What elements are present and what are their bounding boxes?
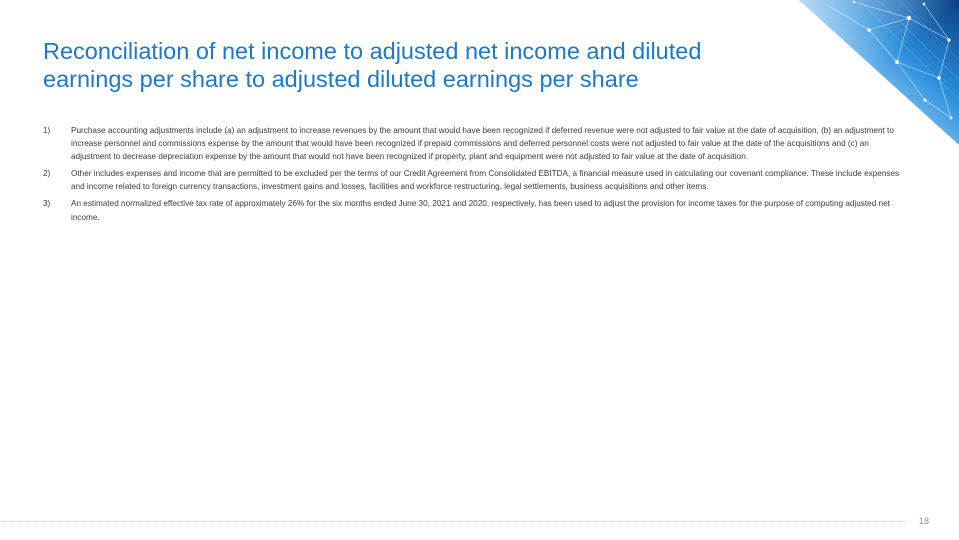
footer-divider xyxy=(0,521,905,522)
footnote-number: 3) xyxy=(43,199,51,209)
footnote-list xyxy=(43,124,901,228)
footnote-item xyxy=(43,124,901,163)
footnote-text: Other includes expenses and income that are permitted to be excluded per the terms of our Credit Agreement from Consolidated EBITDA, a financial measure used in calculating our covenant compliance. These include expenses and income related to foreign currency transactions, investment gains and losses, facilities and workforce restructuring, legal settlements, business acquisitions and other items. xyxy=(71,169,900,192)
footnote-number: 2) xyxy=(43,169,51,179)
slide-title-line-2: earnings per share to adjusted diluted earnings per share xyxy=(43,66,639,92)
footnote-text: An estimated normalized effective tax rate of approximately 26% for the six months ended June 30, 2021 and 2020, respectively, has been used to adjust the provision for income taxes for the purpose of computing adjusted net income. xyxy=(71,199,890,222)
page-number: 18 xyxy=(918,516,929,526)
footnote-number: 1) xyxy=(43,126,51,135)
slide-title-line-1: Reconciliation of net income to adjusted net income and diluted xyxy=(43,38,702,64)
slide-title xyxy=(43,37,803,93)
footnote-item xyxy=(43,167,901,193)
footnote-text: Purchase accounting adjustments include (a) an adjustment to increase revenues by the amount that would have been recognized if deferred revenue were not adjusted to fair value at the date of acquisition, (b) an adjustment to increase personnel and commissions expense by the amount that would have been recognized if prepaid commissions and deferred personnel costs were not adjusted to fair value at the date of the acquisitions and (c) an adjustment to decrease depreciation expense by the amount that would not have been recognized if property, plant and equipment were not adjusted to fair value at the date of acquisition. xyxy=(71,126,894,162)
footnote-item xyxy=(43,197,901,223)
